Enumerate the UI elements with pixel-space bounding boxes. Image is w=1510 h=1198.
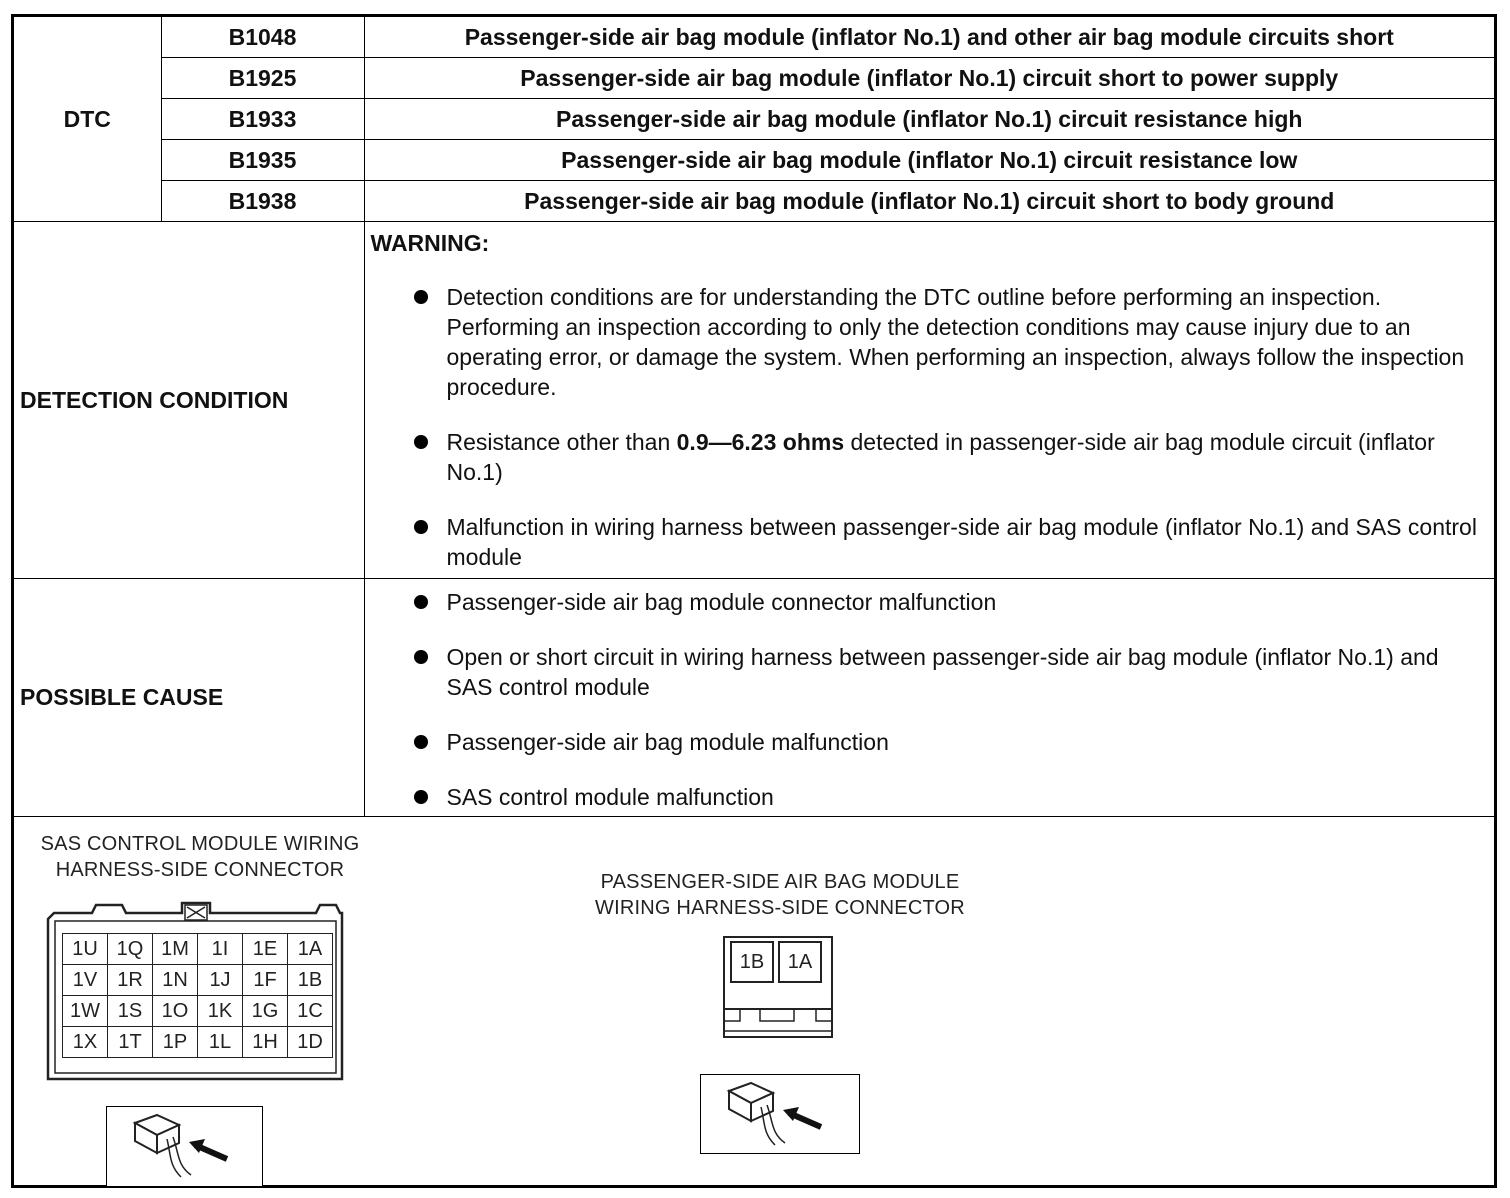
pin-cell: 1N: [153, 965, 198, 996]
list-item: [365, 642, 1495, 702]
airbag-connector-caption: [570, 869, 990, 921]
warning-title: WARNING:: [370, 230, 490, 256]
pin-cell: 1Q: [108, 934, 153, 965]
pin-cell: 1B: [288, 965, 333, 996]
possible-cause-label: POSSIBLE CAUSE: [14, 579, 364, 817]
dtc-row: [14, 181, 1494, 222]
pin-cell: 1D: [288, 1027, 333, 1058]
dtc-code: B1048: [161, 17, 364, 58]
pin-cell: 1U: [63, 934, 108, 965]
cause-item-text: Passenger-side air bag module connector malfunction: [446, 589, 997, 615]
pin-cell: 1A: [288, 934, 333, 965]
pin-cell: 1S: [108, 996, 153, 1027]
pin-cell: 1F: [243, 965, 288, 996]
detection-list: [365, 282, 1495, 572]
dtc-code: B1935: [161, 140, 364, 181]
cause-item-text: SAS control module malfunction: [446, 784, 774, 810]
list-item: [365, 727, 1495, 757]
pin-cell: 1T: [108, 1027, 153, 1058]
detection-item-prefix: Resistance other than: [446, 429, 677, 455]
dtc-label: DTC: [14, 17, 161, 222]
resistance-value: 0.9—6.23 ohms: [676, 429, 845, 455]
pin-row: [63, 965, 333, 996]
pin-cell: 1P: [153, 1027, 198, 1058]
connector-diagrams: [14, 823, 1494, 1185]
sas-caption-line2: HARNESS-SIDE CONNECTOR: [55, 859, 345, 881]
dtc-description: Passenger-side air bag module (inflator No.1) circuit resistance high: [364, 99, 1494, 140]
pin-cell: 1K: [198, 996, 243, 1027]
bullet-icon: [414, 435, 428, 449]
sas-pin-grid: [62, 933, 333, 1058]
airbag-pin-row: [730, 941, 822, 983]
pin-cell: 1O: [153, 996, 198, 1027]
pin-row: [63, 1027, 333, 1058]
bullet-icon: [414, 520, 428, 534]
dtc-description: Passenger-side air bag module (inflator No.1) circuit short to body ground: [364, 181, 1494, 222]
dtc-row: [14, 99, 1494, 140]
dtc-description: Passenger-side air bag module (inflator No.1) circuit short to power supply: [364, 58, 1494, 99]
pin-cell: 1J: [198, 965, 243, 996]
dtc-sheet: [11, 14, 1497, 1188]
detection-item-suffix: detected in passenger-side air bag module circuit (inflator No.1): [446, 429, 1435, 485]
detection-row: [14, 222, 1494, 579]
pin-row: [63, 996, 333, 1027]
cause-list: [365, 587, 1495, 812]
bullet-icon: [414, 650, 428, 664]
pin-cell: 1R: [108, 965, 153, 996]
dtc-code: B1933: [161, 99, 364, 140]
dtc-code: B1938: [161, 181, 364, 222]
list-item: [365, 512, 1495, 572]
airbag-view-direction-box: [700, 1074, 860, 1154]
detection-item-text: Detection conditions are for understanding the DTC outline before performing an inspection. Performing an inspection according to only the detection conditions may cause injury due to an operating error, or damage the system. When performing an inspection, always follow the inspection procedure.: [446, 284, 1465, 400]
pin-cell: 1E: [243, 934, 288, 965]
detection-condition-label: DETECTION CONDITION: [14, 222, 364, 579]
pin-cell: 1G: [243, 996, 288, 1027]
list-item: [365, 587, 1495, 617]
detection-condition-body: [364, 222, 1494, 579]
detection-item-text: Malfunction in wiring harness between passenger-side air bag module (inflator No.1) and SAS control module: [446, 514, 1477, 570]
dtc-row: [14, 140, 1494, 181]
pin-cell: 1M: [153, 934, 198, 965]
sas-connector-caption: [20, 831, 380, 883]
list-item: [365, 782, 1495, 812]
cause-item-text: Passenger-side air bag module malfunction: [446, 729, 889, 755]
bullet-icon: [414, 595, 428, 609]
airbag-caption-line1: PASSENGER-SIDE AIR BAG MODULE: [600, 871, 960, 893]
sas-caption-line1: SAS CONTROL MODULE WIRING: [40, 833, 360, 855]
list-item: [365, 427, 1495, 487]
pin-cell: 1I: [198, 934, 243, 965]
dtc-row: [14, 58, 1494, 99]
connector-view-icon: [701, 1075, 859, 1153]
pin-cell: 1X: [63, 1027, 108, 1058]
list-item: [365, 282, 1495, 402]
possible-cause-body: [364, 579, 1494, 817]
pin-cell: 1V: [63, 965, 108, 996]
cause-item-text: Open or short circuit in wiring harness between passenger-side air bag module (inflator No.1) and SAS control module: [446, 644, 1439, 700]
bullet-icon: [414, 290, 428, 304]
pin-row: [63, 934, 333, 965]
pin-cell: 1W: [63, 996, 108, 1027]
pin-cell: 1B: [730, 941, 774, 983]
dtc-table: [14, 17, 1494, 817]
cause-row: [14, 579, 1494, 817]
pin-cell: 1A: [778, 941, 822, 983]
pin-cell: 1H: [243, 1027, 288, 1058]
bullet-icon: [414, 790, 428, 804]
sas-view-direction-box: [106, 1106, 263, 1187]
connector-view-icon: [107, 1107, 262, 1186]
dtc-description: Passenger-side air bag module (inflator No.1) circuit resistance low: [364, 140, 1494, 181]
pin-cell: 1L: [198, 1027, 243, 1058]
bullet-icon: [414, 735, 428, 749]
pin-cell: 1C: [288, 996, 333, 1027]
airbag-caption-line2: WIRING HARNESS-SIDE CONNECTOR: [595, 897, 965, 919]
dtc-description: Passenger-side air bag module (inflator No.1) and other air bag module circuits short: [364, 17, 1494, 58]
dtc-code: B1925: [161, 58, 364, 99]
dtc-row: [14, 17, 1494, 58]
